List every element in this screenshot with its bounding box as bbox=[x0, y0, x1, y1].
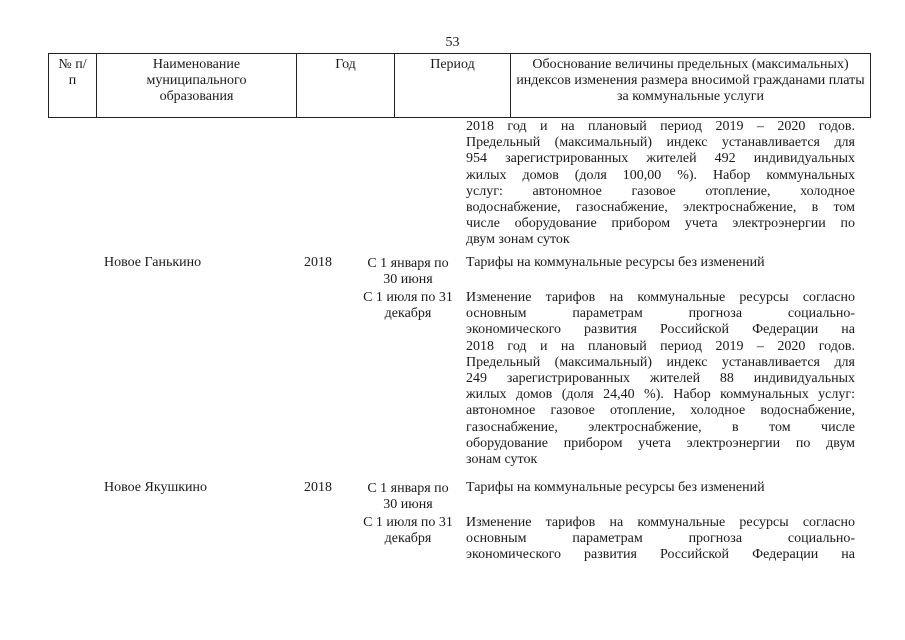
text-line: услуг: автономное газовое отопление, холодное bbox=[466, 183, 855, 199]
year-value: 2018 bbox=[304, 480, 332, 495]
basis-no-change bbox=[466, 480, 855, 496]
text-line: экономического развития Российской Федерации на bbox=[466, 322, 855, 338]
header-year: Год bbox=[296, 54, 394, 117]
text-line: Тарифы на коммунальные ресурсы без изменений bbox=[466, 480, 765, 495]
continuation-text bbox=[466, 119, 855, 249]
text-line: 2018 год и на плановый период 2019 – 2020 годов. bbox=[466, 338, 855, 354]
header-basis: Обоснование величины предельных (максимальных) индексов изменения размера вносимой гражданами платы за коммунальные услуги bbox=[510, 54, 871, 117]
text-line: 2018 год и на плановый период 2019 – 2020 годов. bbox=[466, 119, 855, 134]
text-line: 249 зарегистрированных жителей 88 индивидуальных bbox=[466, 370, 855, 386]
text-line: экономического развития Российской Федерации на bbox=[466, 547, 855, 563]
header-period: Период bbox=[394, 54, 510, 117]
text-line: двум зонам суток bbox=[466, 232, 570, 248]
year-value: 2018 bbox=[304, 255, 332, 270]
period-second-half: С 1 июля по 31 декабря bbox=[363, 290, 453, 322]
period-first-half: С 1 января по 30 июня bbox=[367, 256, 449, 288]
text-line: жилых домов (доля 24,40 %). Набор коммунальных услуг: bbox=[466, 387, 855, 403]
municipality-name: Новое Ганькино bbox=[104, 255, 202, 270]
basis-tariff-change bbox=[466, 290, 855, 468]
table-header bbox=[48, 53, 871, 118]
text-line: водоснабжение, газоснабжение, электроснабжение, в том bbox=[466, 199, 855, 215]
text-line: Предельный (максимальный) индекс устанавливается для bbox=[466, 354, 855, 370]
text-line: основным параметрам прогноза социально- bbox=[466, 531, 855, 547]
page-number: 53 bbox=[445, 35, 460, 50]
text-line: оборудование прибором учета электроэнергии по двум bbox=[466, 435, 855, 451]
municipality-name: Новое Якушкино bbox=[104, 480, 208, 495]
period-second-half: С 1 июля по 31 декабря bbox=[363, 515, 453, 547]
text-line: Предельный (максимальный) индекс устанавливается для bbox=[466, 135, 855, 151]
text-line: газоснабжение, электроснабжение, в том числе bbox=[466, 419, 855, 435]
basis-tariff-change bbox=[466, 515, 855, 564]
text-line: автономное газовое отопление, холодное водоснабжение, bbox=[466, 403, 855, 419]
period-first-half: С 1 января по 30 июня bbox=[367, 481, 449, 513]
text-line: жилых домов (доля 100,00 %). Набор коммунальных bbox=[466, 167, 855, 183]
text-line: Тарифы на коммунальные ресурсы без изменений bbox=[466, 255, 765, 270]
header-municipality: Наименование муниципального образования bbox=[96, 54, 296, 117]
text-line: Изменение тарифов на коммунальные ресурсы согласно bbox=[466, 515, 855, 530]
text-line: числе оборудование прибором учета электроэнергии по bbox=[466, 216, 855, 232]
text-line: Изменение тарифов на коммунальные ресурсы согласно bbox=[466, 290, 855, 305]
text-line: 954 зарегистрированных жителей 492 индивидуальных bbox=[466, 151, 855, 167]
text-line: основным параметрам прогноза социально- bbox=[466, 306, 855, 322]
text-line: зонам суток bbox=[466, 451, 538, 467]
header-num: № п/п bbox=[48, 54, 96, 117]
basis-no-change bbox=[466, 255, 855, 271]
